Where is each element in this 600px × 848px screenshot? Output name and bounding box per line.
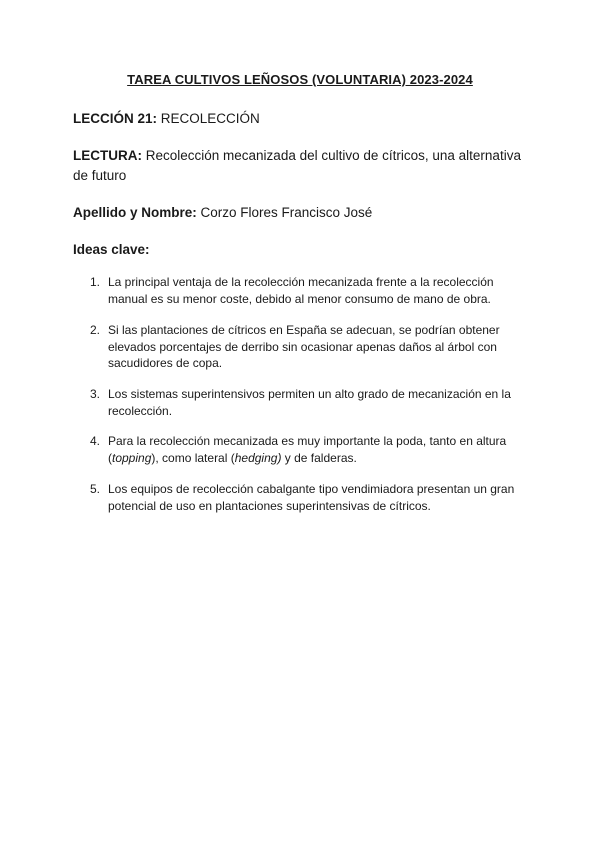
item-text-part: ), como lateral (: [151, 450, 235, 465]
list-item: [90, 274, 530, 307]
list-item: [90, 386, 530, 419]
item-number: 2.: [90, 323, 101, 337]
leccion-value: RECOLECCIÓN: [157, 111, 260, 126]
item-text-italic: topping: [112, 450, 152, 465]
lectura-value: Recolección mecanizada del cultivo de cítricos, una alternativa de futuro: [73, 148, 521, 183]
item-text-part: Para la recolección mecanizada es muy importante la poda, tanto en altura (: [108, 434, 507, 465]
item-text: La principal ventaja de la recolección mecanizada frente a la recolección manual es su menor coste, debido al menor consumo de mano de obra.: [108, 275, 494, 306]
item-number: 5.: [90, 482, 101, 496]
lectura-field: [73, 146, 533, 186]
leccion-label: LECCIÓN 21:: [73, 111, 158, 126]
list-item: [90, 322, 530, 372]
item-number: 4.: [90, 434, 101, 448]
ideas-heading: Ideas clave:: [73, 242, 150, 257]
item-number: 1.: [90, 275, 101, 289]
item-number: 3.: [90, 387, 101, 401]
item-text: Si las plantaciones de cítricos en España se adecuan, se podrían obtener elevados porcentajes de derribo sin ocasionar apenas daños al árbol con sacudidores de copa.: [108, 323, 500, 370]
item-text: [108, 433, 530, 466]
item-text: Los sistemas superintensivos permiten un alto grado de mecanización en la recolección.: [108, 387, 511, 418]
document-title: TAREA CULTIVOS LEÑOSOS (VOLUNTARIA) 2023-2024: [127, 72, 473, 87]
nombre-field: [73, 203, 372, 223]
item-text: Los equipos de recolección cabalgante tipo vendimiadora presentan un gran potencial de uso en plantaciones superintensivas de cítricos.: [108, 482, 515, 513]
leccion-field: [73, 109, 260, 129]
item-text-italic: hedging): [234, 450, 282, 465]
item-text-part: y de falderas.: [281, 450, 357, 465]
nombre-value: Corzo Flores Francisco José: [196, 205, 373, 220]
list-item: [90, 481, 530, 514]
list-item: [90, 433, 530, 466]
nombre-label: Apellido y Nombre:: [73, 205, 197, 220]
lectura-label: LECTURA:: [73, 148, 142, 163]
